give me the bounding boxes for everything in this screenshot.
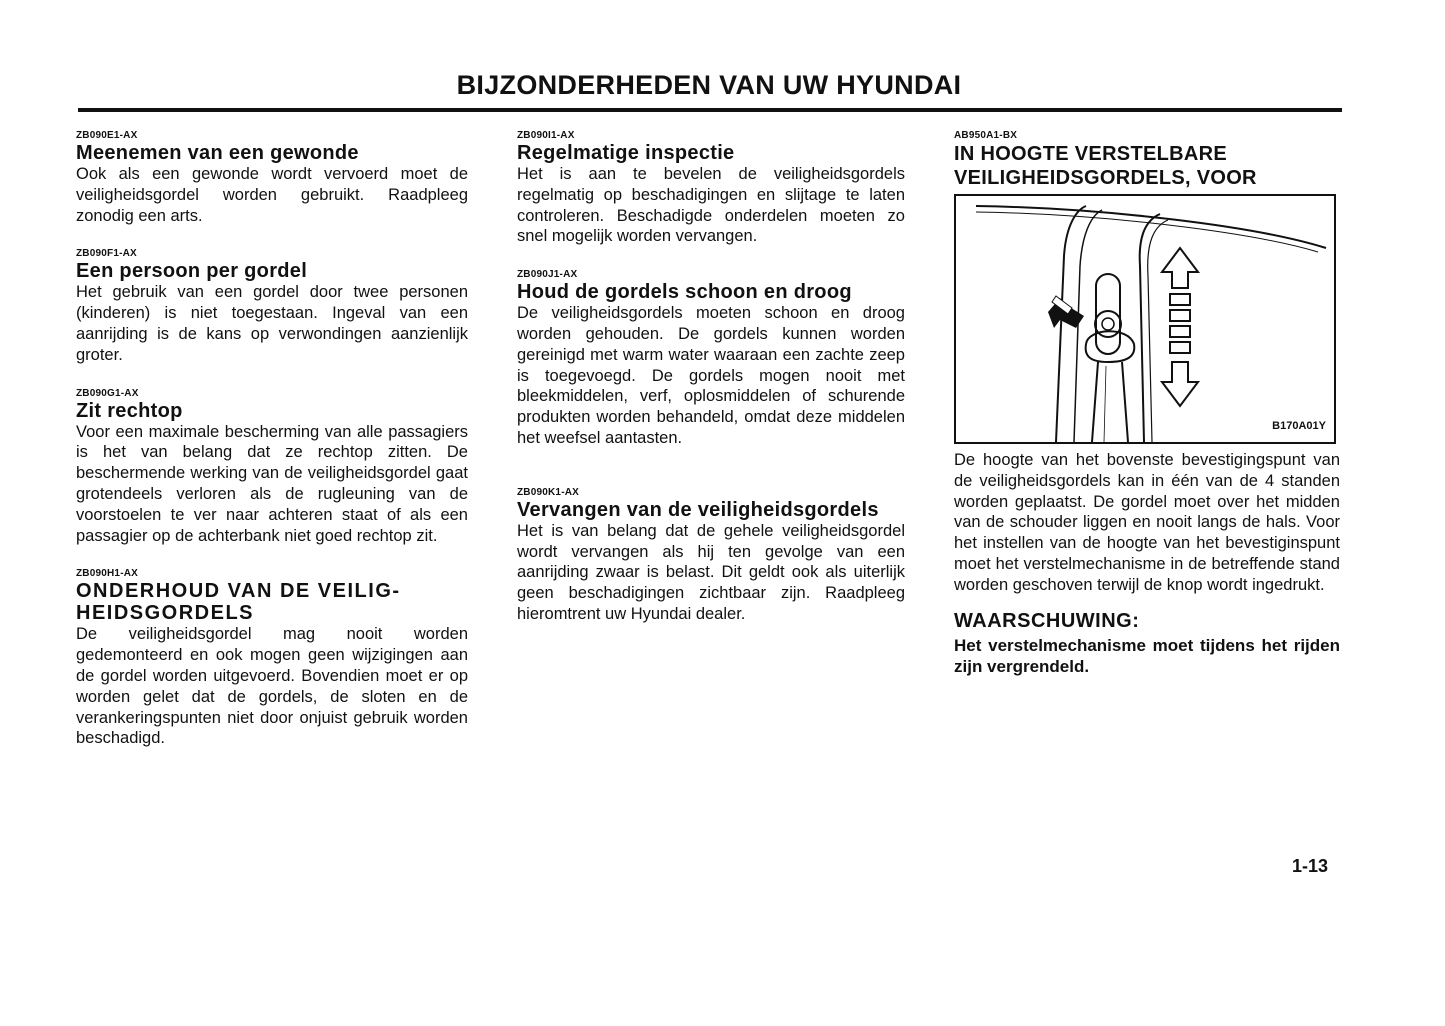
section-code: ZB090G1-AX — [76, 387, 139, 399]
right-column — [954, 130, 1340, 677]
section-code: ZB090H1-AX — [76, 568, 139, 580]
section-code: ZB090F1-AX — [76, 248, 137, 260]
section-code: AB950A1-BX — [954, 130, 1018, 141]
section-title: Meenemen van een gewonde — [76, 142, 359, 164]
section-text: De veiligheidsgordels moeten schoon en droog worden gehouden. De gordels kunnen worden gereinigd met warm water waaraan een zachte zeep is toegevoegd. De gordels mogen nooit met bleekmiddelen, verf, oplosmiddelen of schurende produkten worden behandeld, omdat deze middelen het weefsel aantasten. — [517, 304, 905, 447]
section-sit-upright — [76, 388, 468, 547]
section-code: ZB090E1-AX — [76, 130, 138, 141]
section-code: ZB090K1-AX — [517, 486, 580, 498]
section-title: Vervangen van de veiligheidsgordels — [517, 498, 879, 521]
section-regular-inspection — [517, 130, 905, 247]
left-column — [76, 130, 468, 771]
section-title: Houd de gordels schoon en droog — [517, 281, 852, 304]
page-header: BIJZONDERHEDEN VAN UW HYUNDAI — [456, 70, 962, 100]
section-injured-person — [76, 130, 468, 226]
section-text: De veiligheidsgordel mag nooit worden gedemonteerd en ook mogen geen wijzigingen aan de gordel worden uitgevoerd. Bovendien moet er op worden gelet dat de gordels, de sloten en de verankeringspunten niet door onjuist gebruik worden beschadigd. — [76, 625, 468, 748]
figure-code: B170A01Y — [1272, 420, 1326, 432]
middle-column — [517, 130, 905, 647]
section-text: Voor een maximale bescherming van alle passagiers is het van belang dat ze rechtop zitten. De beschermende werking van de veiligheidsgordel gaat grotendeels verloren als de rugleuning van de voorstoelen te ver naar achteren staat of als een passagier op de achterbank niet goed rechtop zit. — [76, 422, 468, 545]
section-title: Regelmatige inspectie — [517, 142, 735, 164]
section-title: Zit rechtop — [76, 399, 183, 422]
warning-text: Het verstelmechanisme moet tijdens het rijden zijn vergrendeld. — [954, 635, 1340, 676]
section-replace-belts — [517, 487, 905, 625]
seatbelt-illustration — [956, 196, 1334, 442]
section-text: Ook als een gewonde wordt vervoerd moet de veiligheidsgordel worden gebruikt. Raadpleeg zonodig een arts. — [76, 165, 468, 225]
section-text: De hoogte van het bovenste bevestigingspunt van de veiligheidsgordels kan in één van de 4 standen worden geplaatst. De gordel moet over het midden van de schouder liggen en nooit langs de hals. Voor het instellen van de hoogte van het bevestiginspunt moet het verstelmechanisme in de betreffende stand worden geschoven terwijl de knop wordt ingedrukt. — [954, 451, 1340, 594]
section-code: ZB090J1-AX — [517, 269, 578, 281]
section-keep-clean-dry — [517, 269, 905, 449]
section-text: Het gebruik van een gordel door twee personen (kinderen) is niet toegestaan. Ingeval van een aanrijding is de kans op verwondingen aanzienlijk groter. — [76, 283, 468, 364]
section-title: Een persoon per gordel — [76, 260, 308, 283]
section-text: Het is aan te bevelen de veiligheidsgordels regelmatig op beschadigingen en slijtage te laten controleren. Beschadigde onderdelen moeten zo snel mogelijk worden vervangen. — [517, 165, 905, 246]
section-title-line1: IN HOOGTE VERSTELBARE — [954, 143, 1227, 165]
section-one-person-per-belt — [76, 248, 468, 365]
section-text: Het is van belang dat de gehele veiligheidsgordel wordt vervangen als hij ten gevolge van een aanrijding zwaar is belast. Dit geldt ook als uiterlijk geen beschadigingen zichtbaar zijn. Raadpleeg hieromtrent uw Hyundai dealer. — [517, 521, 905, 623]
page-number: 1-13 — [1292, 856, 1329, 876]
section-belt-maintenance — [76, 568, 468, 749]
section-code: ZB090I1-AX — [517, 130, 575, 141]
header-rule — [78, 108, 1342, 112]
section-title-line2: VEILIGHEIDSGORDELS, VOOR — [954, 167, 1257, 189]
section-title: ONDERHOUD VAN DE VEILIG-HEIDSGORDELS — [76, 580, 401, 625]
warning-title: WAARSCHUWING: — [954, 609, 1140, 632]
seatbelt-height-adjuster-figure — [954, 194, 1336, 444]
